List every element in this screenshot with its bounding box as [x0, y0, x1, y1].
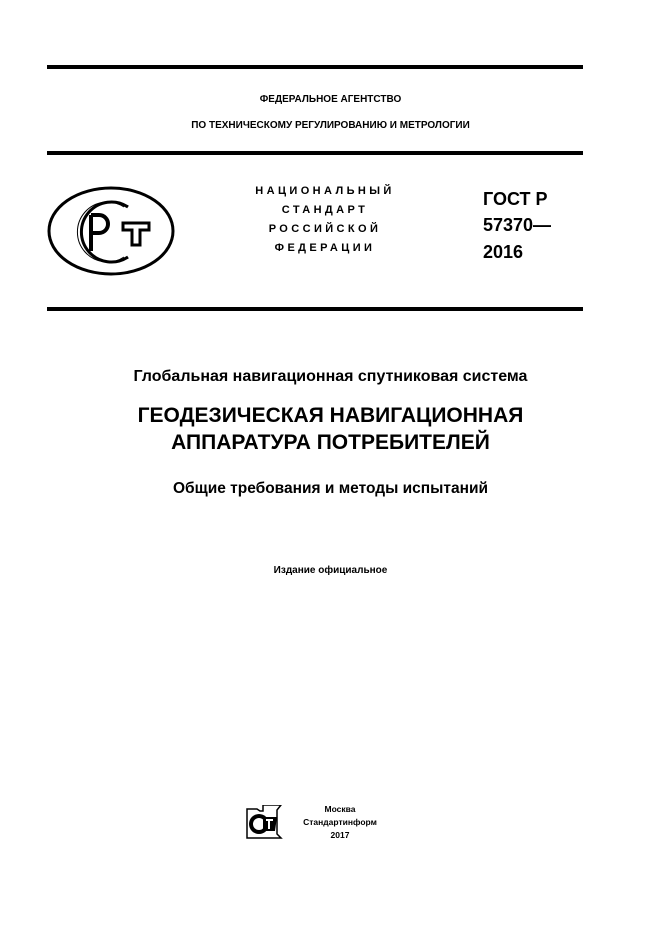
header-rule	[47, 151, 583, 155]
subtitle: Общие требования и методы испытаний	[173, 480, 488, 497]
standard-line2: СТАНДАРТ	[281, 204, 369, 216]
main-title-line1: ГЕОДЕЗИЧЕСКАЯ НАВИГАЦИОННАЯ	[137, 404, 524, 427]
standartinform-logo-icon	[245, 805, 283, 839]
section-rule	[47, 307, 583, 311]
top-rule	[47, 65, 583, 69]
publisher-city: Москва	[324, 804, 356, 814]
standard-line4: ФЕДЕРАЦИИ	[274, 242, 376, 254]
system-title: Глобальная навигационная спутниковая система	[133, 368, 528, 385]
standard-line1: НАЦИОНАЛЬНЫЙ	[255, 185, 395, 197]
gost-number: 57370—	[483, 215, 552, 235]
publisher-year: 2017	[330, 830, 350, 840]
rst-logo-icon	[46, 185, 176, 277]
main-title-line2: АППАРАТУРА ПОТРЕБИТЕЛЕЙ	[171, 431, 490, 454]
agency-line2: ПО ТЕХНИЧЕСКОМУ РЕГУЛИРОВАНИЮ И МЕТРОЛОГИИ	[191, 120, 470, 131]
publisher-name: Стандартинформ	[303, 817, 377, 827]
gost-year: 2016	[483, 242, 524, 262]
standard-line3: РОССИЙСКОЙ	[268, 223, 382, 235]
gost-label: ГОСТ Р	[483, 189, 548, 209]
edition-note: Издание официальное	[273, 565, 388, 576]
agency-line1: ФЕДЕРАЛЬНОЕ АГЕНТСТВО	[259, 94, 402, 105]
